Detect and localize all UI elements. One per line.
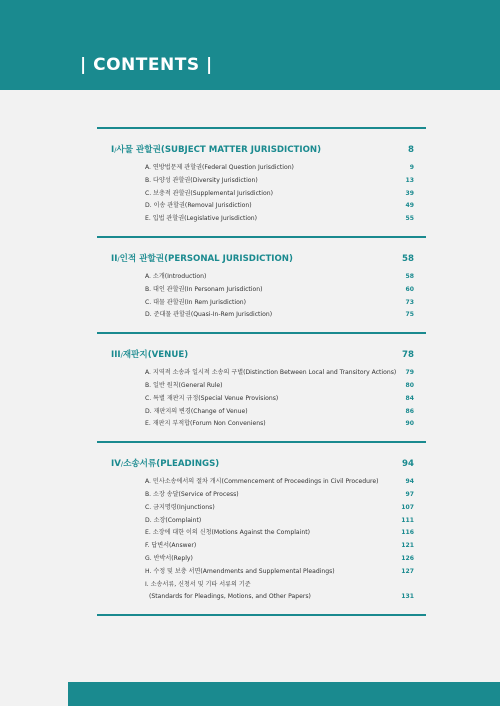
section-page-number: 78	[402, 350, 414, 361]
entry-page-number: 39	[405, 189, 414, 197]
toc-section	[97, 127, 426, 236]
toc-section-heading[interactable]	[97, 457, 426, 469]
toc-section	[97, 236, 426, 332]
toc-entry[interactable]	[97, 418, 426, 431]
entry-page-number: 94	[405, 478, 414, 486]
entry-label: A. 민사소송에서의 절차 개시(Commencement of Proceedings in Civil Procedure)	[145, 478, 379, 486]
entry-page-number: 60	[405, 285, 414, 293]
toc-entry[interactable]	[97, 476, 426, 489]
toc-entry[interactable]	[97, 188, 426, 201]
entry-label: D. 준대물 관할권(Quasi-In-Rem Jurisdiction)	[145, 311, 273, 319]
section-page-number: 58	[402, 253, 414, 264]
entry-page-number: 116	[401, 529, 414, 537]
section-separator: /	[120, 352, 123, 360]
section-title: 재판지(VENUE)	[122, 350, 189, 361]
toc-entry[interactable]	[97, 271, 426, 284]
toc-entry[interactable]	[97, 284, 426, 297]
toc-entry[interactable]	[97, 527, 426, 540]
section-title: 사물 관할권(SUBJECT MATTER JURISDICTION)	[116, 145, 322, 155]
entry-label: A. 연방법문제 관할권(Federal Question Jurisdiction)	[145, 164, 294, 171]
entry-label: A. 지역적 소송과 일시적 소송의 구별(Distinction Between Local and Transitory Actions)	[145, 369, 397, 377]
section-page-number: 94	[402, 459, 414, 470]
toc-section-heading[interactable]	[97, 252, 426, 264]
section-numeral: I	[111, 145, 115, 155]
entry-label: B. 대인 관할권(In Personam Jurisdiction)	[145, 285, 263, 293]
entry-page-number: 58	[405, 272, 414, 280]
entry-label: I. 소송서류, 신청서 및 기타 서류의 기준	[145, 580, 251, 588]
entry-label: C. 특별 재판지 규정(Special Venue Provisions)	[145, 394, 279, 402]
section-page-number: 8	[408, 145, 414, 155]
page-title: | CONTENTS |	[80, 55, 213, 75]
toc-entry[interactable]	[97, 297, 426, 310]
entry-label: B. 다양성 관할권(Diversity Jurisdiction)	[145, 176, 258, 184]
entry-page-number: 90	[405, 420, 414, 428]
section-numeral: IV	[111, 459, 121, 470]
entry-page-number: 84	[405, 394, 414, 402]
entry-label: B. 소장 송달(Service of Process)	[145, 490, 239, 498]
entry-page-number: 49	[405, 202, 414, 210]
toc-entry[interactable]	[97, 406, 426, 419]
entry-label: (Standards for Pleadings, Motions, and Other Papers)	[149, 593, 311, 601]
toc-section	[97, 441, 426, 616]
toc-entry[interactable]	[97, 200, 426, 213]
toc-entry[interactable]	[97, 489, 426, 502]
entry-label: A. 소개(Introduction)	[145, 272, 207, 280]
toc-entry[interactable]	[97, 309, 426, 322]
toc-section	[97, 332, 426, 441]
entry-page-number: 55	[405, 215, 414, 223]
entry-page-number: 73	[405, 298, 414, 306]
toc-entry[interactable]	[97, 380, 426, 393]
entry-page-number: 80	[405, 381, 414, 389]
toc-entry[interactable]	[97, 540, 426, 553]
entry-label: E. 입법 관할권(Legislative Jurisdiction)	[145, 215, 258, 223]
table-of-contents	[97, 127, 426, 616]
entry-page-number: 86	[405, 407, 414, 415]
toc-entry[interactable]	[97, 566, 426, 579]
entry-label: C. 대물 관할권(In Rem Jurisdiction)	[145, 298, 247, 306]
entry-page-number: 121	[401, 542, 414, 550]
toc-entry[interactable]	[97, 175, 426, 188]
header-band	[0, 0, 500, 90]
entry-label: B. 일반 원칙(General Rule)	[145, 381, 223, 389]
entry-page-number: 107	[401, 503, 414, 511]
entry-label: D. 이송 관할권(Removal Jurisdiction)	[145, 202, 252, 210]
footer-band	[68, 682, 500, 706]
toc-entry[interactable]	[97, 591, 426, 604]
entry-label: F. 답변서(Answer)	[145, 542, 197, 550]
toc-entry[interactable]	[97, 553, 426, 566]
section-separator: /	[117, 255, 120, 263]
toc-entry[interactable]	[97, 502, 426, 515]
entry-label: D. 재판지의 변경(Change of Venue)	[145, 407, 248, 415]
entry-label: D. 소장(Complaint)	[145, 516, 202, 524]
section-separator: /	[114, 147, 117, 154]
section-separator: /	[120, 461, 124, 469]
section-title: 소송서류(PLEADINGS)	[123, 459, 220, 470]
entry-page-number: 75	[405, 311, 414, 319]
toc-entry[interactable]	[97, 367, 426, 380]
toc-entry[interactable]	[97, 579, 426, 592]
section-title: 인적 관할권(PERSONAL JURISDICTION)	[119, 253, 293, 264]
toc-section-heading[interactable]	[97, 348, 426, 360]
toc-entry[interactable]	[97, 393, 426, 406]
entry-page-number: 13	[405, 176, 414, 184]
entry-page-number: 126	[401, 554, 414, 562]
entry-page-number: 131	[401, 593, 414, 601]
entry-page-number: 79	[405, 369, 414, 377]
toc-entry[interactable]	[97, 162, 426, 175]
toc-section-heading[interactable]	[97, 143, 426, 155]
entry-label: G. 반박서(Reply)	[145, 554, 193, 562]
entry-page-number: 9	[409, 164, 414, 171]
section-numeral: II	[111, 253, 118, 264]
entry-page-number: 111	[401, 516, 414, 524]
entry-page-number: 127	[401, 567, 414, 575]
entry-label: C. 금지명령(Injunctions)	[145, 503, 215, 511]
toc-entry[interactable]	[97, 213, 426, 226]
entry-label: E. 소장에 대한 이의 신청(Motions Against the Complaint)	[145, 529, 310, 537]
entry-label: E. 재판지 부적합(Forum Non Conveniens)	[145, 420, 266, 428]
entry-label: H. 수정 및 보충 서면(Amendments and Supplemental Pleadings)	[145, 567, 335, 575]
section-numeral: III	[111, 350, 121, 361]
entry-page-number: 97	[405, 490, 414, 498]
toc-entry[interactable]	[97, 515, 426, 528]
entry-label: C. 보충적 관할권(Supplemental Jurisdiction)	[145, 189, 273, 197]
